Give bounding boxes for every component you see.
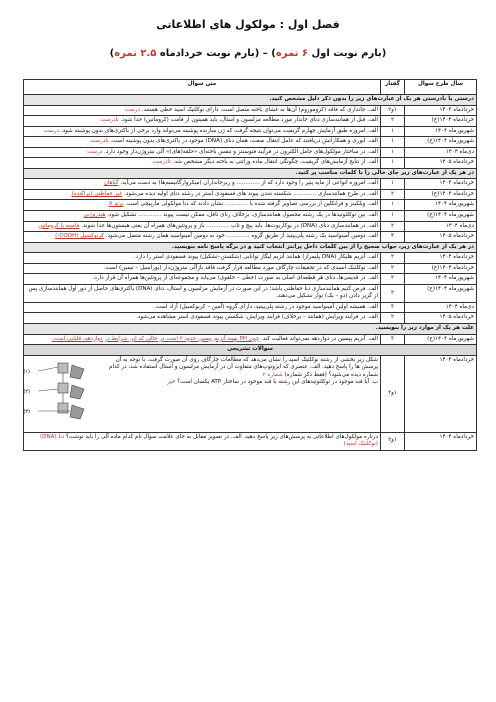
question-text: الف. ایوری و همکارانش دریافتند که عامل انتقال صفت، همان دنای (DNA) موجود در باکتری‌های بدون پوشینه است. (110, 138, 378, 145)
question-cell (24, 126, 381, 137)
question-cell (24, 116, 381, 127)
answer-text: نادرست (89, 138, 109, 145)
question-year: خردادماه ۱۴۰۴(خ) (405, 263, 477, 274)
question-text: الف. آنزیم پپسین در دوازدهه نمی‌تواند فعالیت کند. (261, 335, 378, 342)
section-heading-row (24, 168, 477, 179)
table-row (24, 274, 477, 285)
question-cell (24, 200, 381, 211)
table-row (24, 302, 477, 313)
question-year: خردادماه ۱۴۰۵ (405, 232, 477, 243)
table-row (24, 355, 477, 432)
table-row (24, 137, 477, 148)
question-section: ۲ (381, 116, 405, 127)
question-text: الف. جانداری که فاقد (کروموزوم) آن‌ها به غشای یاخته متصل است، دارای نوکلئیک اسید خطی هستند. (141, 106, 378, 113)
page-title: فصل اول : مولکول های اطلاعاتی (156, 18, 340, 31)
answer-text: درست (43, 127, 60, 134)
table-row (24, 147, 477, 158)
answer-text: نادرست (152, 159, 171, 166)
answer-text: گیاهان (103, 180, 119, 187)
header-section: گفتار (381, 80, 405, 95)
question-cell (24, 179, 381, 190)
answer-text: دنا (DNA) (نوکلئیک اسید) (39, 433, 378, 448)
question-year: دی‌ماه ۱۴۰۴ (405, 147, 477, 158)
table-row (24, 253, 477, 264)
question-year: شهریورماه ۱۴۰۴(خ) (405, 211, 477, 222)
subtitle-score-a: ۶ نمره (275, 48, 309, 59)
table-row (24, 432, 477, 450)
group-heading-row (24, 345, 477, 356)
question-section: ۱ (381, 158, 405, 169)
question-cell (24, 158, 381, 169)
answer-text: کربوکسیل (‎-COOH‎) (55, 233, 104, 240)
question-cell (24, 284, 381, 302)
question-cell (24, 189, 381, 200)
answer-text: غیر حفاظتی (پراکنده) (71, 190, 123, 197)
question-section: ۱ (381, 126, 405, 137)
question-section: ۲ (381, 263, 405, 274)
question-section: ۱و۲ (381, 105, 405, 116)
question-cell (24, 232, 381, 243)
figure-label: (۲) (23, 388, 30, 395)
question-section: ۲ (381, 221, 405, 232)
question-year: خردادماه ۱۴۰۴ (405, 355, 477, 432)
question-text: شکل زیر بخشی از رشته نوکلئیک اسید را نشان می‌دهد که مطالعات چارگاف روی آن صورت گرفت. با توجه به آن پرسش ها را پاسخ دهید. الف. عنصری که ایزوتوپ‌های متفاوت آن در آزمایش مزلسون و استال استفاده شد، در کدام شماره دیده می‌شود؟ (فقط ذکر شماره) (108, 356, 378, 378)
answer-text: هیدروژنی (83, 212, 106, 219)
dna-strand-icon (23, 359, 106, 429)
subtitle-part-b: ) – (بارم نوبت خردادماه (156, 48, 276, 59)
question-year: خردادماه ۱۴۰۴(خ) (405, 116, 477, 127)
question-year: شهریورماه ۱۴۰۴(خ) (405, 137, 477, 148)
question-year: خردادماه ۱۴۰۵ (405, 313, 477, 324)
question-cell (24, 302, 381, 313)
question-year: خردادماه ۱۴۰۴ (405, 253, 477, 264)
table-row (24, 116, 477, 127)
header-question: متن سوال (24, 80, 381, 95)
question-section: ۳ (381, 334, 405, 345)
question-cell (24, 274, 381, 285)
question-section: ۱ (381, 179, 405, 190)
question-text: الف. در فرایند ویرایش (همانند – برخلاف) فرایند ویرایش، شکستن پیوند فسفودی استر مشاهده می‌شود. (136, 314, 378, 321)
page-subtitle (0, 48, 496, 59)
question-year: خردادماه ۱۴۰۴ (405, 432, 477, 450)
table-row (24, 126, 477, 137)
section-heading: درستی یا نادرستی هر یک از عبارت‌های زیر را بدون ذکر دلیل مشخص کنید. (24, 95, 477, 106)
question-year: خردادماه ۱۴۰۴ (405, 105, 477, 116)
answer-text: درست (124, 106, 140, 113)
question-year: دی‌ماه ۱۴۰۴ (405, 221, 477, 232)
table-row (24, 179, 477, 190)
question-cell (24, 105, 381, 116)
table-row (24, 284, 477, 302)
question-cell (24, 334, 381, 345)
question-cell (24, 313, 381, 324)
question-year: شهریورماه ۱۴۰۴ (405, 200, 477, 211)
question-year: خردادماه ۱۴۰۵ (405, 158, 477, 169)
question-text: الف. در ساختار مولکول‌های حامل الکترون در فرآیند فتوسنتز و تنفس یاخته‌ای «حلقه‌(های)» آلی نیتروژن‌دار وجود دارد. (104, 148, 378, 155)
table-body (24, 95, 477, 451)
answer-text: شماره ۲ (262, 371, 283, 378)
section-heading-row (24, 324, 477, 335)
question-year: شهریورماه ۱۴۰۴ (405, 126, 477, 137)
question-text: درباره مولکول‌های اطلاعاتی به پرسش‌های زیر پاسخ دهید. الف. در تصویر مقابل به جای علامت سوال نام کدام ماده آلی را باید نوشت؟ (66, 433, 378, 440)
question-year: خردادماه ۱۴۰۴ (405, 179, 477, 190)
question-text: الف. از نتایج آزمایش‌های گریفیت، چگونگی انتقال ماده وراثتی به یاخته دیگر مشخص شد. (172, 159, 378, 166)
answer-text: درست (86, 148, 103, 155)
question-section: ۱و۲ (381, 355, 405, 432)
question-year: شهریورماه ۱۴۰۴ (405, 274, 477, 285)
table-row (24, 334, 477, 345)
section-heading: در هر یک از عبارت‌های زیر جای خالی را با کلمات مناسب پر کنید. (24, 168, 477, 179)
question-text: الف. دومین آمینواسید یک رشته پلی‌پپتید از طریق گروه ............. خود به دومین آمینواسید همان رشته متصل می‌شود. (105, 233, 378, 240)
group-heading: سوالات تشریحی (24, 345, 477, 356)
question-year: شهریورماه ۱۴۰۴(خ) (405, 334, 477, 345)
table-row (24, 158, 477, 169)
subtitle-score-b: ۲.۵ نمره (114, 48, 157, 59)
question-cell (24, 355, 381, 432)
table-row (24, 189, 477, 200)
answer-text: فامینه یا کروماتین (38, 222, 80, 229)
answer-text: پرتو X (108, 201, 124, 208)
table-row (24, 211, 477, 222)
question-text: الف. در قدیمی‌ها، دنای هر قطعه‌ای اصلی به صورت (خطی – حلقوی) می‌یابد و مجموعه‌ای از پروتئین‌ها همراه آن قرار دارد. (92, 275, 378, 282)
question-section: ۳ (381, 232, 405, 243)
question-section: ۲ (381, 313, 405, 324)
question-text: الف. امروزه انواعی از مایه پنیر را وجود دارد که از ............. و ریزجانداران (میکروارگانیسم‌ها) به دست می‌آید. (120, 180, 378, 187)
question-section: ۱و۲ (381, 432, 405, 450)
question-cell (24, 432, 381, 450)
section-heading-row (24, 95, 477, 106)
answer-text: چون PH بهینه آنزیم پپسین حدود ۲ است در حالی که این شرایط در دوازدهه، قلیایی است. (51, 335, 260, 342)
question-text: الف. در همانندسازی دنای (DNA) در یوکاریوت‌ها، باید پیچ و تاب ............. باز و پروتئین‌های همراه آن یعنی هیستون‌ها جدا شوند. (81, 222, 378, 229)
question-section: ۲ (381, 284, 405, 302)
question-cell (24, 137, 381, 148)
question-cell (24, 263, 381, 274)
question-text: الف. آنزیم هلیکاز (DNA پلیمراز) همانند آنزیم لیگاز توانایی (شکستن–تشکیل) پیوند فسفودی استر را دارد. (133, 254, 378, 261)
figure-label: (۳) (23, 408, 30, 415)
question-cell (24, 221, 381, 232)
answer-text: نادرست (100, 117, 119, 124)
question-section: ۲ (381, 189, 405, 200)
question-text: الف. امروزه طبق آزمایش چهارم گریفیت می‌توان نتیجه گرفت که ژن سازنده پوشینه می‌تواند وارد برخی از باکتری‌های بدون پوشینه شود. (60, 127, 378, 134)
question-text: الف. همیشه اولین آمینواسید موجود در رشته پلی‌پپتید، دارای گروه (آمین – کربوکسیل) آزاد است. (154, 303, 378, 310)
question-year: شهریورماه ۱۴۰۴(خ) (405, 284, 477, 302)
table-row (24, 263, 477, 274)
question-section: ۲ (381, 274, 405, 285)
question-text: الف. در طرح همانندسازی ............. شکسته شدن پیوند های فسفودی استر در رشته دنای اولیه دیده می‌شود. (124, 190, 378, 197)
question-text: الف. ویلکینز و فرانکلین از بررسی تصاویر گرفته شده با ............. نشان دادند که دنا مولکولی مارپیچی است. (125, 201, 378, 208)
question-cell (24, 211, 381, 222)
table-row (24, 232, 477, 243)
question-cell (24, 147, 381, 158)
header-year: سال طرح سوال (405, 80, 477, 95)
question-text-b: ب. آیا قند موجود در نوکلئوتیدهای این رشته با قند موجود در ساختار ATP یکسان است؟ (177, 379, 378, 386)
question-year: خردادماه ۱۴۰۴(خ) (405, 189, 477, 200)
questions-table (23, 79, 477, 451)
question-section: ۱ (381, 211, 405, 222)
question-section: ۳ (381, 302, 405, 313)
question-section: ۱ (381, 147, 405, 158)
answer-text-b: خیر (167, 379, 176, 386)
question-section: ۱ (381, 200, 405, 211)
figure-label: (۱) (23, 368, 30, 375)
section-heading: علت هر یک از موارد زیر را بنویسید. (24, 324, 477, 335)
table-row (24, 313, 477, 324)
section-heading: در هر یک از عبارت‌های زیر، جواب صحیح را از بین کلمات داخل پرانتز انتخاب کنید و در برگه پاسخ نامه بنویسید. (24, 242, 477, 253)
subtitle-part-c: ) (109, 48, 115, 59)
question-section: ۲ (381, 253, 405, 264)
table-row (24, 221, 477, 232)
nucleotide-figure (23, 359, 106, 429)
question-cell (24, 253, 381, 264)
section-heading-row (24, 242, 477, 253)
question-section: ۱ (381, 137, 405, 148)
question-text: الف. نوکلئیک اسیدی که در تحقیقات چارگاف مورد مطالعه قرار گرفت فاقد بازآلی نیتروژن‌دار (یوراسیل – تیمین) است. (103, 264, 378, 271)
table-row (24, 200, 477, 211)
subtitle-part-a: (بارم نوبت اول (308, 48, 387, 59)
question-text: الف. فرض کنیم همانندسازی دنا حفاظتی باشد؛ در این صورت در آزمایش مزلسون و استال، دنای (DNA) باکتری‌های حاصل از دور اول همانندسازی پس از گریز دادن (دو – یک) نوار تشکیل می‌دهند. (28, 285, 378, 300)
table-header-row (24, 80, 477, 95)
question-year: دی‌ماه ۱۴۰۴ (405, 302, 477, 313)
question-text: الف. بین نوکلئوتیدها در یک رشته محصول همانندسازی، برخلاف رنای ناقل، ممکن نیست پیوند ............. تشکیل شود. (107, 212, 378, 219)
question-text: الف. قبل از همانندسازی دنای جاندار مورد مطالعه مزلسون و استال، باید همینون از قامت (کروماتین) جدا شود. (120, 117, 378, 124)
table-row (24, 105, 477, 116)
